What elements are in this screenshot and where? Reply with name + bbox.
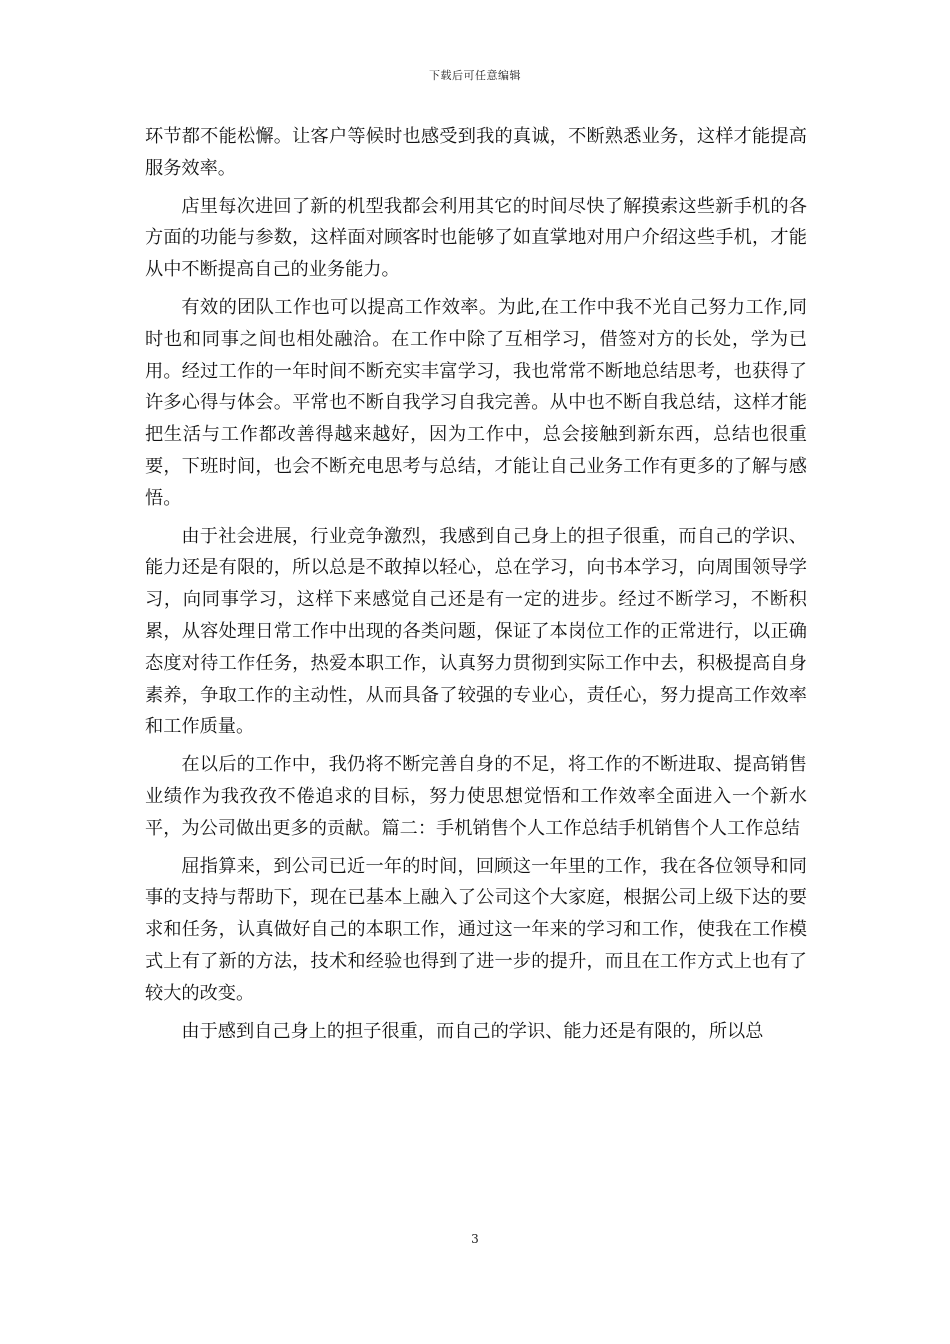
paragraph: 在以后的工作中，我仍将不断完善自身的不足，将工作的不断进取、提高销售业绩作为我孜孜不倦追求的目标，努力使思想觉悟和工作效率全面进入一个新水平，为公司做出更多的贡献。篇二：手机销售个人工作总结手机销售个人工作总结	[145, 754, 807, 839]
paragraph: 屈指算来，到公司已近一年的时间，回顾这一年里的工作，我在各位领导和同事的支持与帮助下，现在已基本上融入了公司这个大家庭，根据公司上级下达的要求和任务，认真做好自己的本职工作，通过这一年来的学习和工作，使我在工作模式上有了新的方法，技术和经验也得到了进一步的提升，而且在工作方式上也有了较大的改变。	[145, 855, 807, 1004]
paragraph: 由于感到自己身上的担子很重，而自己的学识、能力还是有限的，所以总	[181, 1020, 764, 1042]
paragraph: 店里每次进回了新的机型我都会利用其它的时间尽快了解摸索这些新手机的各方面的功能与参数，这样面对顾客时也能够了如直掌地对用户介绍这些手机，才能从中不断提高自己的业务能力。	[145, 195, 807, 281]
paragraph: 由于社会进展，行业竞争激烈，我感到自己身上的担子很重，而自己的学识、能力还是有限的，所以总是不敢掉以轻心，总在学习，向书本学习，向周围领导学习，向同事学习，这样下来感觉自己还是有一定的进步。经过不断学习，不断积累，从容处理日常工作中出现的各类问题，保证了本岗位工作的正常进行，以正确态度对待工作任务，热爱本职工作，认真努力贯彻到实际工作中去，积极提高自身素养，争取工作的主动性，从而具备了较强的专业心，责任心，努力提高工作效率和工作质量。	[145, 525, 807, 738]
page-header: 下载后可任意编辑	[429, 69, 521, 82]
document-body	[145, 121, 807, 1053]
paragraph: 有效的团队工作也可以提高工作效率。为此,在工作中我不光自己努力工作,同时也和同事之间也相处融洽。在工作中除了互相学习，借签对方的长处，学为已用。经过工作的一年时间不断充实丰富学习，我也常常不断地总结思考，也获得了许多心得与体会。平常也不断自我学习自我完善。从中也不断自我总结，这样才能把生活与工作都改善得越来越好，因为工作中，总会接触到新东西，总结也很重要，下班时间，也会不断充电思考与总结，才能让自己业务工作有更多的了解与感悟。	[145, 296, 807, 509]
page-number: 3	[471, 1232, 479, 1246]
paragraph: 环节都不能松懈。让客户等候时也感受到我的真诚，不断熟悉业务，这样才能提高服务效率。	[145, 126, 807, 179]
